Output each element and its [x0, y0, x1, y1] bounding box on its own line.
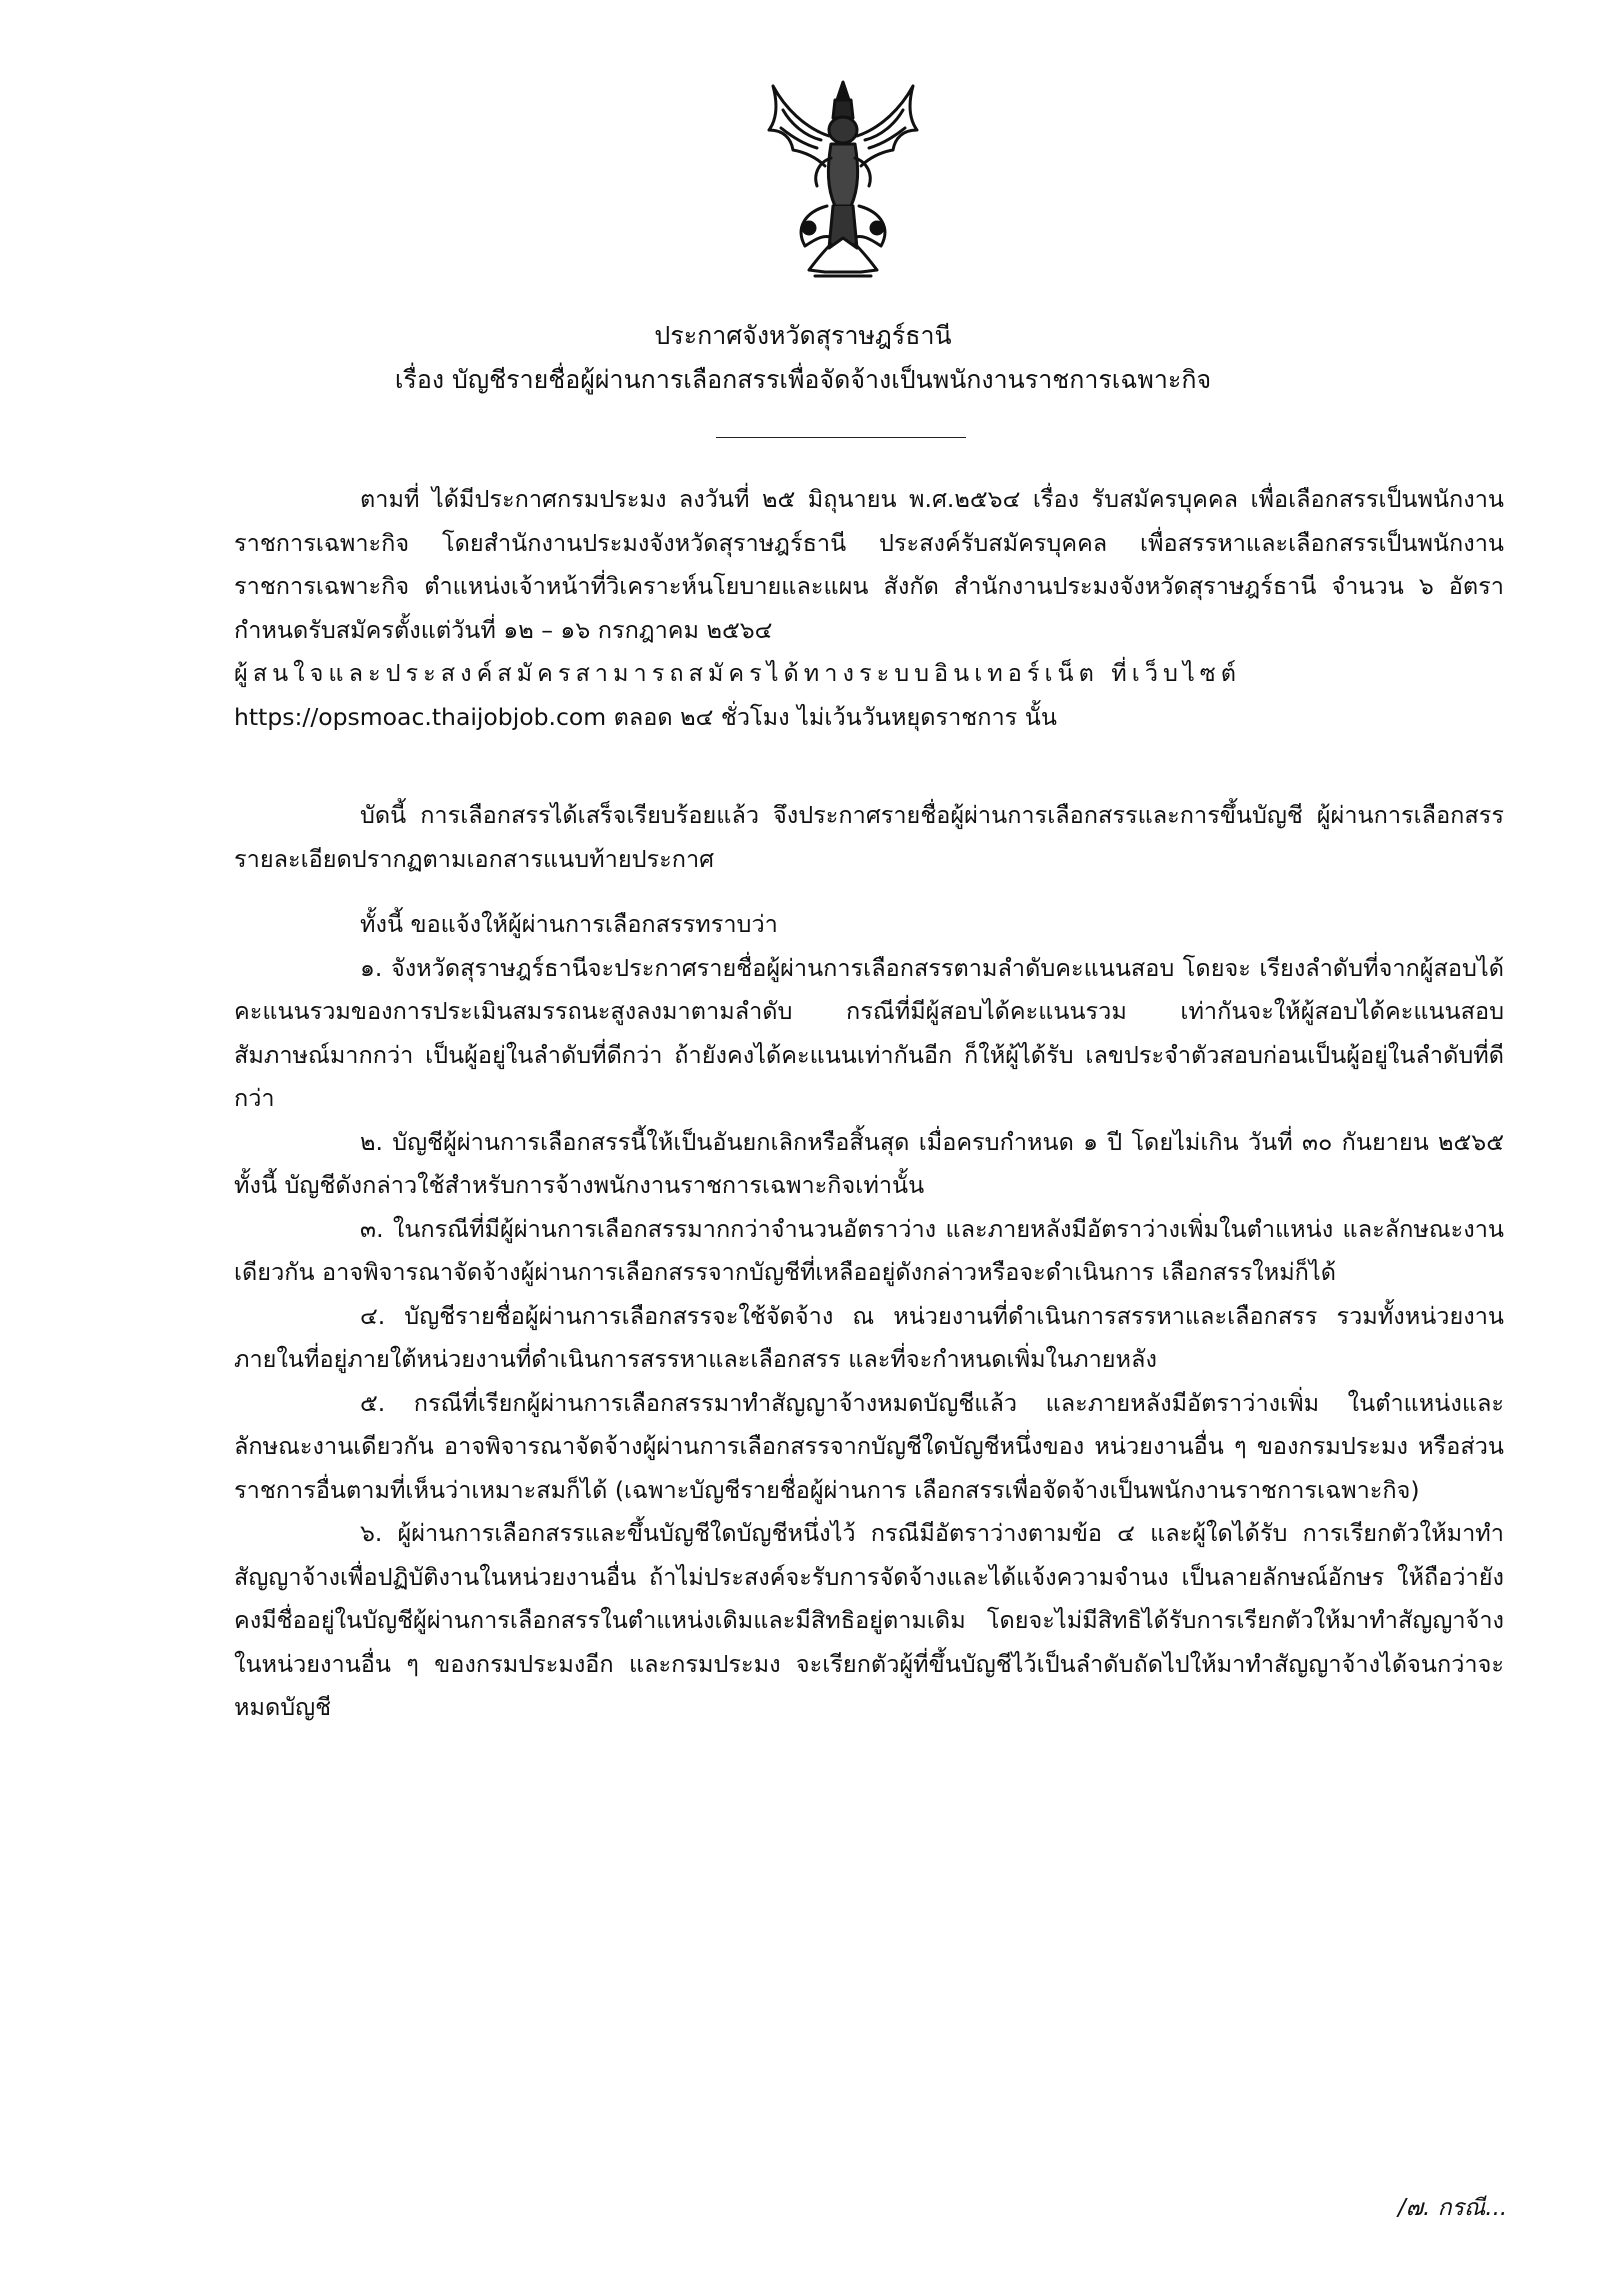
- page-title: ประกาศจังหวัดสุราษฎร์ธานี: [654, 321, 952, 350]
- subject-line: เรื่อง บัญชีรายชื่อผู้ผ่านการเลือกสรรเพื่อจัดจ้างเป็นพนักงานราชการเฉพาะกิจ: [394, 365, 1212, 394]
- paragraph-announcement: บัดนี้ การเลือกสรรได้เสร็จเรียบร้อยแล้ว จึงประกาศรายชื่อผู้ผ่านการเลือกสรรและการขึ้นบัญชี ผู้ผ่านการเลือกสรร รายละเอียดปรากฏตามเอกสารแนบท้ายประกาศ: [234, 801, 1504, 873]
- title-divider: [716, 437, 966, 438]
- announcement-body: [234, 794, 1504, 1730]
- paragraph-reference-website: https://opsmoac.thaijobjob.com ตลอด ๒๔ ชั่วโมง ไม่เว้นวันหยุดราชการ นั้น: [234, 702, 1057, 731]
- garuda-emblem-icon: [765, 78, 921, 280]
- list-item: ๒. บัญชีผู้ผ่านการเลือกสรรนี้ให้เป็นอันยกเลิกหรือสิ้นสุด เมื่อครบกำหนด ๑ ปี โดยไม่เกิน วันที่ ๓๐ กันยายน ๒๕๖๕ ทั้งนี้ บัญชีดังกล่าวใช้สำหรับการจ้างพนักงานราชการเฉพาะกิจเท่านั้น: [234, 1127, 1504, 1199]
- list-item: ๔. บัญชีรายชื่อผู้ผ่านการเลือกสรรจะใช้จัดจ้าง ณ หน่วยงานที่ดำเนินการสรรหาและเลือกสรร รวมทั้งหน่วยงานภายในที่อยู่ภายใต้หน่วยงานที่ดำเนินการสรรหาและเลือกสรร และที่จะกำหนดเพิ่มในภายหลัง: [234, 1301, 1504, 1373]
- next-page-marker: /๗. กรณี...: [1398, 2195, 1508, 2221]
- paragraph-reference-apply: ผู้สนใจและประสงค์สมัครสามารถสมัครได้ทางระบบอินเทอร์เน็ต ที่เว็บไซต์: [234, 659, 1241, 687]
- list-item: ๖. ผู้ผ่านการเลือกสรรและขึ้นบัญชีใดบัญชีหนึ่งไว้ กรณีมีอัตราว่างตามข้อ ๔ และผู้ใดได้รับ การเรียกตัวให้มาทำสัญญาจ้างเพื่อปฏิบัติงานในหน่วยงานอื่น ถ้าไม่ประสงค์จะรับการจัดจ้างและได้แจ้งความจำนง เป็นลายลักษณ์อักษร ให้ถือว่ายังคงมีชื่ออยู่ในบัญชีผู้ผ่านการเลือกสรรในตำแหน่งเดิมและมีสิทธิอยู่ตามเดิม โดยจะไม่มีสิทธิได้รับการเรียกตัวให้มาทำสัญญาจ้างในหน่วยงานอื่น ๆ ของกรมประมงอีก และกรมประมง จะเรียกตัวผู้ที่ขึ้นบัญชีไว้เป็นลำดับถัดไปให้มาทำสัญญาจ้างได้จนกว่าจะหมดบัญชี: [234, 1519, 1504, 1721]
- list-item: ๕. กรณีที่เรียกผู้ผ่านการเลือกสรรมาทำสัญญาจ้างหมดบัญชีแล้ว และภายหลังมีอัตราว่างเพิ่ม ในตำแหน่งและลักษณะงานเดียวกัน อาจพิจารณาจัดจ้างผู้ผ่านการเลือกสรรจากบัญชีใดบัญชีหนึ่งของ หน่วยงานอื่น ๆ ของกรมประมง หรือส่วนราชการอื่นตามที่เห็นว่าเหมาะสมก็ได้ (เฉพาะบัญชีรายชื่อผู้ผ่านการ เลือกสรรเพื่อจัดจ้างเป็นพนักงานราชการเฉพาะกิจ): [234, 1388, 1504, 1504]
- paragraph-reference-main: ตามที่ ได้มีประกาศกรมประมง ลงวันที่ ๒๕ มิถุนายน พ.ศ.๒๕๖๔ เรื่อง รับสมัครบุคคล เพื่อเลือกสรรเป็นพนักงานราชการเฉพาะกิจ โดยสำนักงานประมงจังหวัดสุราษฎร์ธานี ประสงค์รับสมัครบุคคล เพื่อสรรหาและเลือกสรรเป็นพนักงานราชการเฉพาะกิจ ตำแหน่งเจ้าหน้าที่วิเคราะห์นโยบายและแผน สังกัด สำนักงานประมงจังหวัดสุราษฎร์ธานี จำนวน ๖ อัตรา กำหนดรับสมัครตั้งแต่วันที่ ๑๒ – ๑๖ กรกฎาคม ๒๕๖๔: [234, 485, 1504, 644]
- paragraph-intro: ทั้งนี้ ขอแจ้งให้ผู้ผ่านการเลือกสรรทราบว่า: [360, 910, 778, 938]
- paragraph-reference: [234, 478, 1504, 739]
- list-item: ๓. ในกรณีที่มีผู้ผ่านการเลือกสรรมากกว่าจำนวนอัตราว่าง และภายหลังมีอัตราว่างเพิ่มในตำแหน่ง และลักษณะงานเดียวกัน อาจพิจารณาจัดจ้างผู้ผ่านการเลือกสรรจากบัญชีที่เหลืออยู่ดังกล่าวหรือจะดำเนินการ เลือกสรรใหม่ก็ได้: [234, 1214, 1504, 1286]
- list-item: ๑. จังหวัดสุราษฎร์ธานีจะประกาศรายชื่อผู้ผ่านการเลือกสรรตามลำดับคะแนนสอบ โดยจะ เรียงลำดับที่จากผู้สอบได้คะแนนรวมของการประเมินสมรรถนะสูงลงมาตามลำดับ กรณีที่มีผู้สอบได้คะแนนรวม เท่ากันจะให้ผู้สอบได้คะแนนสอบสัมภาษณ์มากกว่า เป็นผู้อยู่ในลำดับที่ดีกว่า ถ้ายังคงได้คะแนนเท่ากันอีก ก็ให้ผู้ได้รับ เลขประจำตัวสอบก่อนเป็นผู้อยู่ในลำดับที่ดีกว่า: [234, 953, 1504, 1112]
